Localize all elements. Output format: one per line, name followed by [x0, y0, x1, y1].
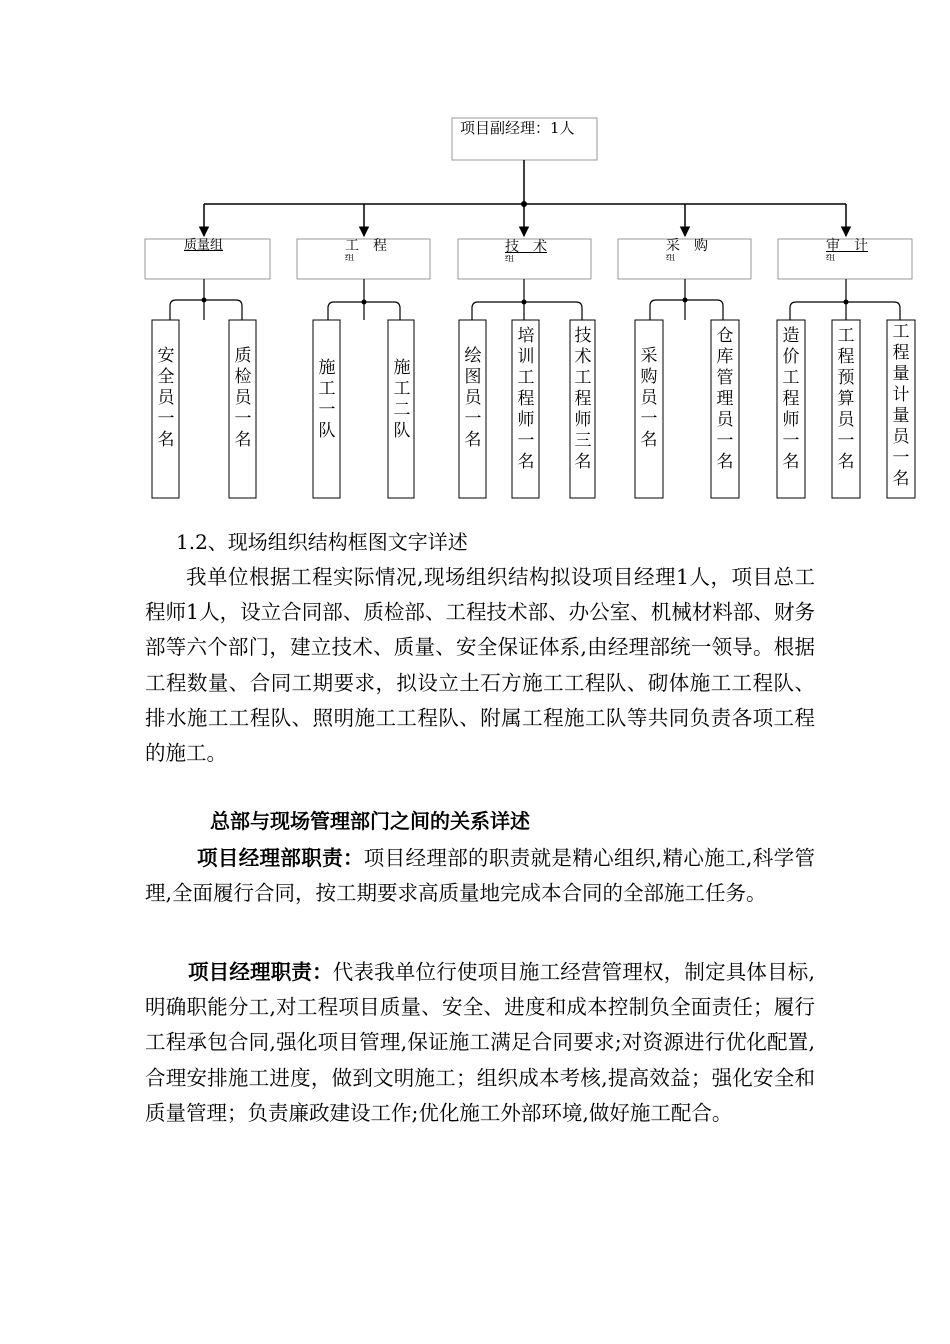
- member-label: 采购员一名: [640, 346, 658, 450]
- group-label-engineering: 工 程: [345, 238, 387, 254]
- group-label-purchase-2: 组: [666, 254, 676, 262]
- duty-label-2: 项目经理职责：: [188, 960, 333, 984]
- root-label: 项目副经理：1人: [460, 119, 575, 137]
- member-label: 安全员一名: [157, 346, 175, 450]
- member-label: 工程量计量员一名: [892, 322, 910, 489]
- group-label-purchase: 采 购: [666, 238, 708, 254]
- duty-text-2: 代表我单位行使项目施工经营管理权，制定具体目标,明确职能分工,对工程项目质量、安全、进度和成本控制负全面责任；履行工程承包合同,强化项目管理,保证施工满足合同要求;对资源进行优化配置,合理安排施工进度，做到文明施工；组织成本考核,提高效益；强化安全和质量管理；负责廉政建设工作;优化施工外部环境,做好施工配合。: [145, 960, 816, 1125]
- member-label: 造价工程师一名: [782, 326, 800, 472]
- paragraph-1: 我单位根据工程实际情况,现场组织结构拟设项目经理1人，项目总工程师1人，设立合同部、质检部、工程技术部、办公室、机械材料部、财务部等六个部门，建立技术、质量、安全保证体系,由经理部统一领导。根据工程数量、合同工期要求，拟设立土石方施工工程队、砌体施工工程队、排水施工工程队、照明施工工程队、附属工程施工队等共同负责各项工程的施工。: [145, 565, 815, 766]
- duty-text-1: 项目经理部的职责就是精心组织,精心施工,科学管理,全面履行合同，按工期要求高质量地完成本合同的全部施工任务。: [145, 846, 815, 906]
- group-label-technical-2: 组: [505, 255, 515, 263]
- member-label: 仓库管理员一名: [716, 326, 734, 472]
- section-title: 1.2、现场组织结构框图文字详述: [176, 530, 468, 554]
- group-label-engineering-2: 组: [345, 254, 355, 262]
- member-label: 培训工程师一名: [517, 326, 535, 472]
- member-label: 工程预算员一名: [837, 326, 855, 472]
- group-label-quality: 质量组: [184, 238, 224, 253]
- duty-paragraph-2: [145, 955, 815, 1131]
- group-label-technical: 技 术: [505, 239, 547, 255]
- group-label-audit-2: 组: [826, 254, 836, 262]
- member-label: 质检员一名: [234, 346, 252, 450]
- sub-heading: 总部与现场管理部门之间的关系详述: [210, 809, 530, 833]
- group-label-audit: 审 计: [826, 238, 868, 254]
- member-label: 施工二队: [393, 358, 411, 441]
- duty-paragraph-1: [145, 841, 815, 911]
- member-label: 施工一队: [318, 358, 336, 441]
- member-label: 绘图员一名: [464, 346, 482, 450]
- duty-label-1: 项目经理部职责：: [197, 846, 364, 870]
- member-label: 技术工程师三名: [574, 326, 592, 472]
